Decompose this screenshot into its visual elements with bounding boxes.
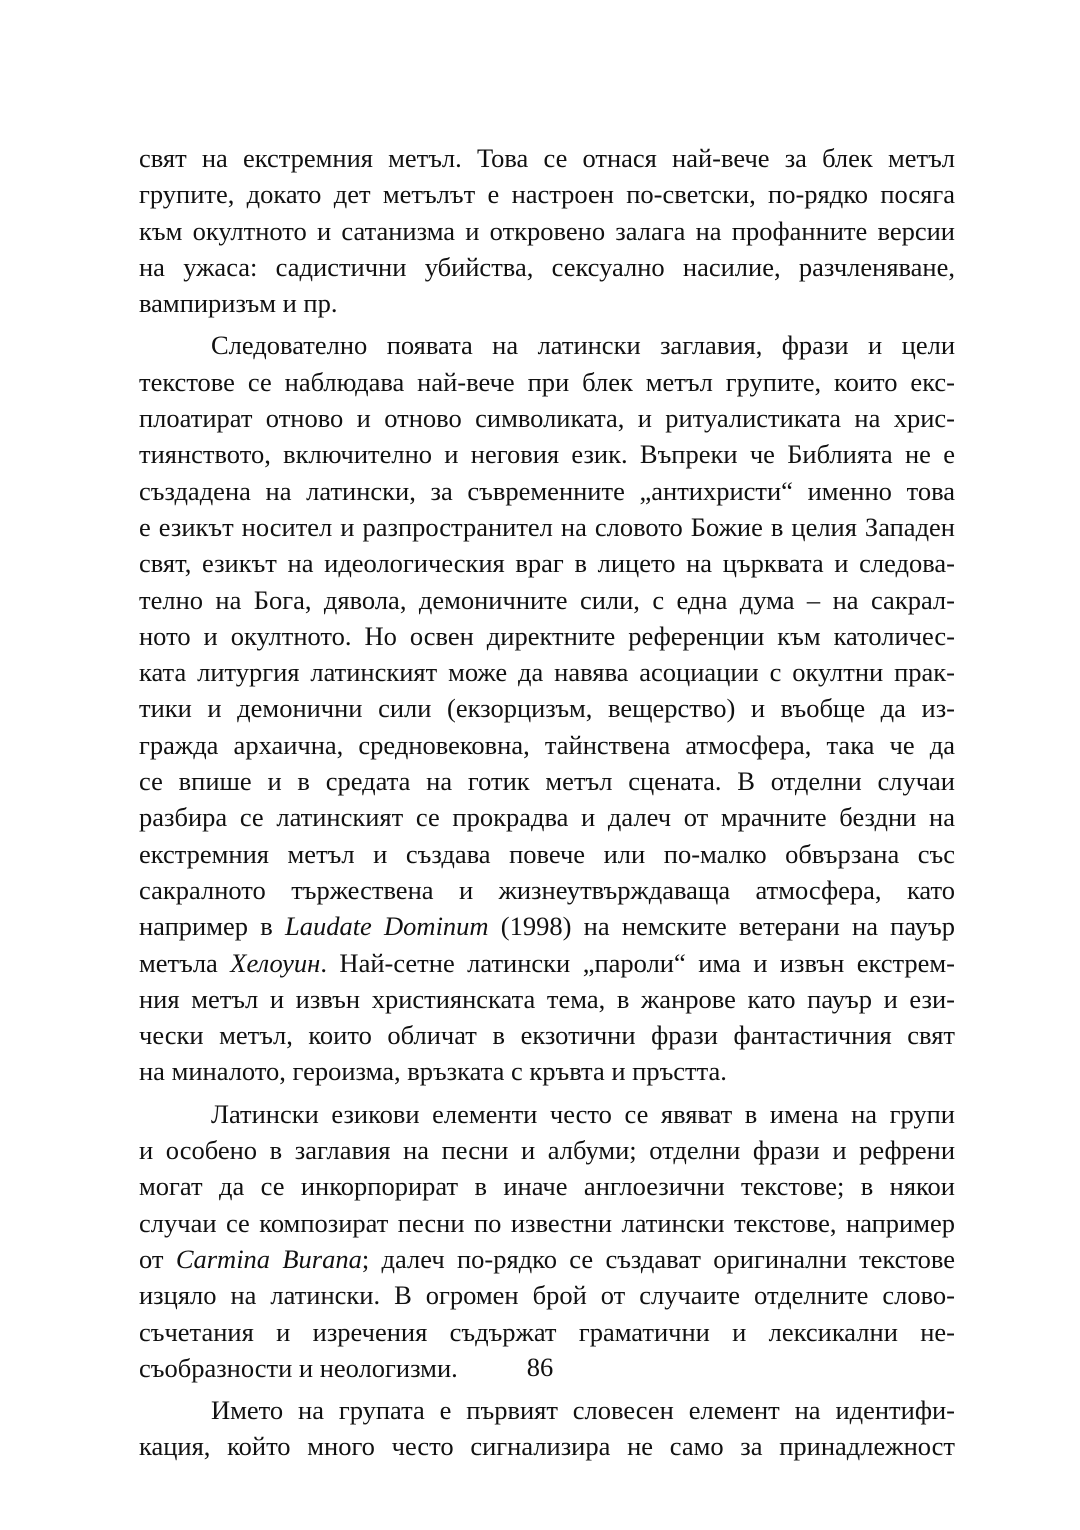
text-line: ното и окултното. Но освен директните референции към католичес- [139,620,955,651]
paragraph [139,140,955,321]
text-line: текстове се наблюдава най-вече при блек метъл групите, които екс- [139,366,955,397]
text-line: сакралното тържествена и жизнеутвърждаваща атмосфера, като [139,874,955,905]
page-body [139,140,955,1465]
text-line: групите, докато дет метълът е настроен по-светски, по-рядко посяга [139,179,955,210]
text-line: плоатират отново и отново символиката, и ритуалистиката на хрис- [139,403,955,434]
text-line: тики и демонични сили (екзорцизъм, вещерство) и въобще да из- [139,693,955,724]
paragraph [139,1096,955,1386]
text-line: свят на екстремния метъл. Това се отнася най-вече за блек метъл [139,143,955,173]
text-line: гражда архаична, средновековна, тайнствена атмосфера, така че да [139,729,955,760]
text-line: могат да се инкорпорират в иначе англоезични текстове; в някои [139,1171,955,1202]
text-line: към окултното и сатанизма и откровено залага на профанните версии [139,215,955,246]
text-line: се впише и в средата на готик метъл сцената. В отделни случаи [139,766,955,797]
paragraph [139,327,955,1089]
text-line: телно на Бога, дявола, демоничните сили, с една дума – на сакрал- [139,584,955,615]
italic-title: Хелоуин [230,947,321,978]
text-line: от Carmina Burana; далеч по-рядко се създават оригинални текстове [139,1243,956,1274]
page-number: 86 [526,1352,554,1382]
text-line: например в Laudate Dominum (1998) на немските ветерани на пауър [139,911,955,942]
text-line: Латински езикови елементи често се явяват в имена на групи [211,1098,955,1129]
text-line: на ужаса: садистични убийства, сексуално насилие, разчленяване, [139,251,955,282]
text-line: тиянството, включително и неговия език. Въпреки че Библията не е [139,439,955,470]
text-line: изцяло на латински. В огромен брой от случаите отделните слово- [139,1280,955,1311]
text-line: чески метъл, които обличат в екзотични фрази фантастичния свят [139,1020,955,1051]
text-line: случаи се композират песни по известни латински текстове, например [139,1207,955,1238]
text-line: създадена на латински, за съвременните „антихристи“ именно това [139,475,955,506]
text-line: метъла Хелоуин. Най-сетне латински „пароли“ има и извън екстрем- [139,947,955,978]
text-line: свят, езикът на идеологическия враг в лицето на църквата и следова- [139,548,955,579]
text-line: и особено в заглавия на песни и албуми; отделни фрази и рефрени [139,1135,955,1166]
italic-title: Laudate Dominum [284,911,489,942]
text-line: ния метъл и извън християнската тема, в жанрове като пауър и ези- [139,983,955,1014]
text-line: вампиризъм и пр. [139,288,338,319]
text-line: кация, който много често сигнализира не само за принадлежност [139,1431,955,1462]
text-line: ката литургия латинският може да навява асоциации с окултни прак- [139,657,955,688]
text-line: Следователно появата на латински заглавия, фрази и цели [211,330,955,361]
text-line: на миналото, героизма, връзката с кръвта и пръстта. [139,1056,727,1087]
paragraph [139,1392,955,1465]
text-line: съобразности и неологизми. [139,1352,458,1383]
text-line: разбира се латинският се прокрадва и далеч от мрачните бездни на [139,802,955,833]
text-line: екстремния метъл и създава повече или по-малко обвързана със [139,838,955,869]
italic-title: Carmina Burana [175,1243,362,1274]
text-line: Името на групата е първият словесен елемент на идентифи- [211,1395,955,1426]
text-line: е езикът носител и разпространител на словото Божие в целия Западен [139,511,955,542]
text-line: съчетания и изречения съдържат граматични и лексикални не- [139,1316,955,1347]
